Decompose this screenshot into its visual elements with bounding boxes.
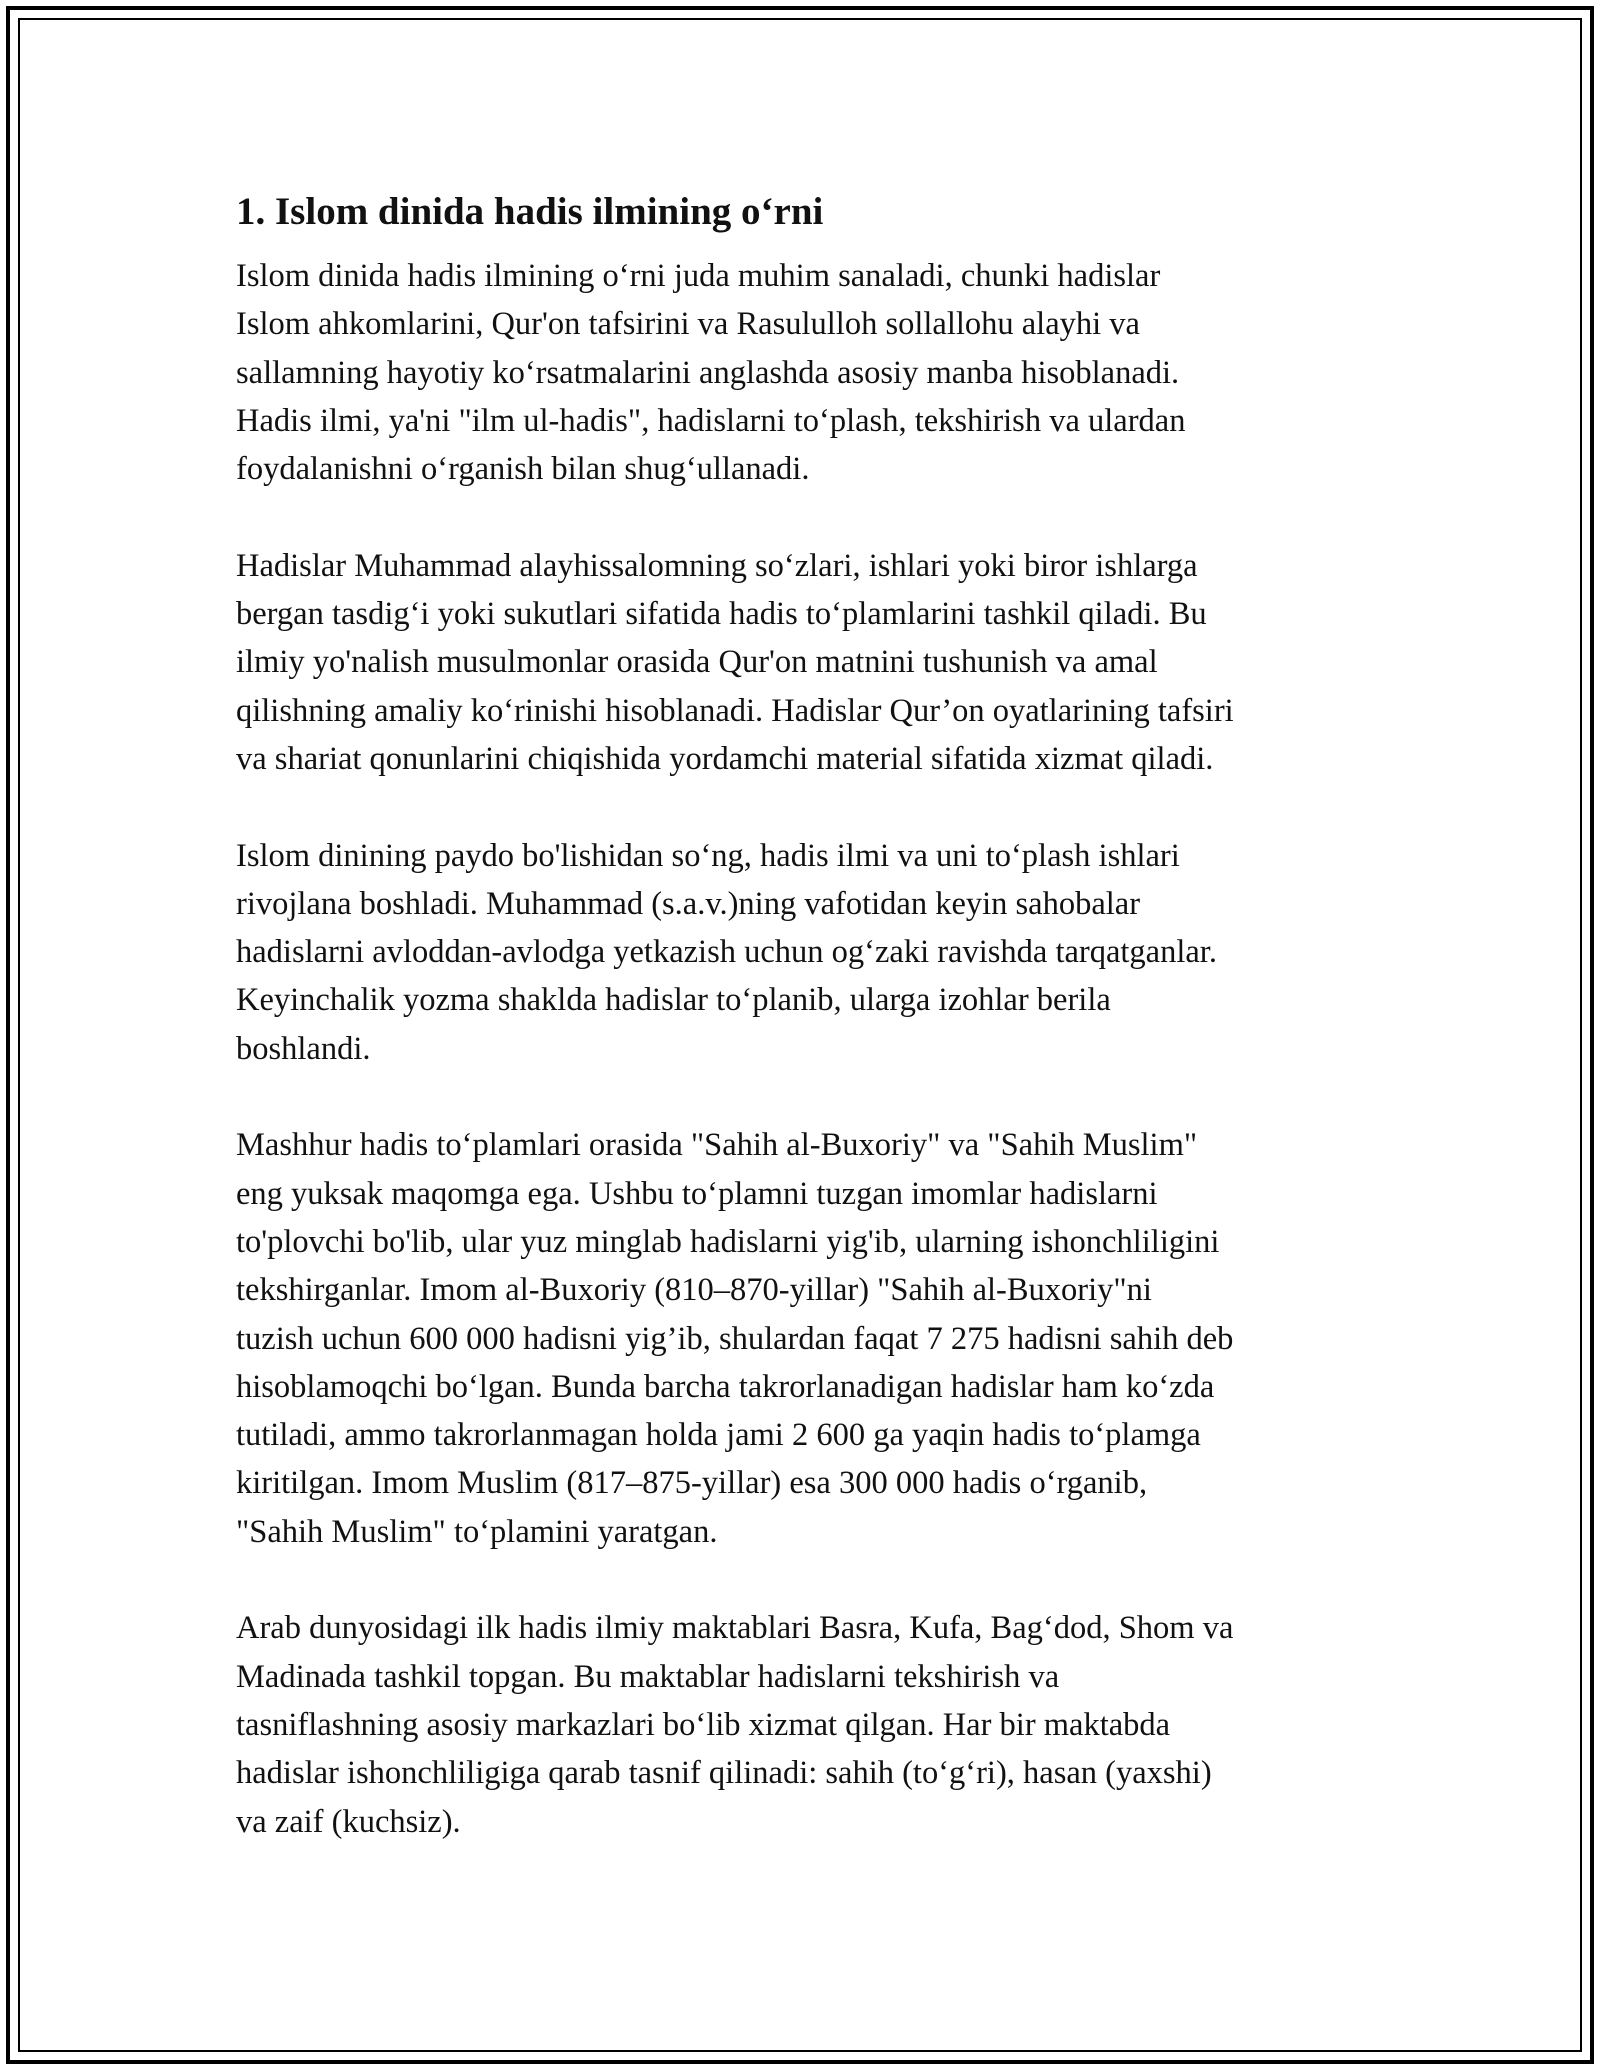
paragraph-3: Islom dinining paydo bo'lishidan so‘ng, hadis ilmi va uni to‘plash ishlari rivojlana boshladi. Muhammad (s.a.v.)ning vafotidan keyin sahobalar hadislarni avloddan-avlodga yetkazish uchun og‘zaki ravishda tarqatganlar. Keyinchalik yozma shaklda hadislar to‘planib, ularga izohlar berila boshlandi.	[236, 837, 1217, 1067]
paragraph-2: Hadislar Muhammad alayhissalomning so‘zlari, ishlari yoki biror ishlarga bergan tasdig‘i yoki sukutlari sifatida hadis to‘plamlarini tashkil qiladi. Bu ilmiy yo'nalish musulmonlar orasida Qur'on matnini tushunish va amal qilishning amaliy ko‘rinishi hisoblanadi. Hadislar Qur’on oyatlarining tafsiri va shariat qonunlarini chiqishida yordamchi material sifatida xizmat qiladi.	[236, 547, 1234, 777]
paragraph-5: Arab dunyosidagi ilk hadis ilmiy maktablari Basra, Kufa, Bag‘dod, Shom va Madinada tashkil topgan. Bu maktablar hadislarni tekshirish va tasniflashning asosiy markazlari bo‘lib xizmat qilgan. Har bir maktabda hadislar ishonchliligiga qarab tasnif qilinadi: sahih (to‘g‘ri), hasan (yaxshi) va zaif (kuchsiz).	[236, 1610, 1234, 1840]
paragraph-1: Islom dinida hadis ilmining o‘rni juda muhim sanaladi, chunki hadislar Islom ahkomlarini, Qur'on tafsirini va Rasululloh sollallohu alayhi va sallamning hayotiy ko‘rsatmalarini anglashda asosiy manba hisoblanadi. Hadis ilmi, ya'ni "ilm ul-hadis", hadislarni to‘plash, tekshirish va ulardan foydalanishni o‘rganish bilan shug‘ullanadi.	[236, 258, 1186, 488]
paragraph-4: Mashhur hadis to‘plamlari orasida "Sahih al-Buxoriy" va "Sahih Muslim" eng yuksak maqomga ega. Ushbu to‘plamni tuzgan imomlar hadislarni to'plovchi bo'lib, ular yuz minglab hadislarni yig'ib, ularning ishonchliligini tekshirganlar. Imom al-Buxoriy (810–870-yillar) "Sahih al-Buxoriy"ni tuzish uchun 600 000 hadisni yig’ib, shulardan faqat 7 275 hadisni sahih deb hisoblamoqchi bo‘lgan. Bunda barcha takrorlanadigan hadislar ham ko‘zda tutiladi, ammo takrorlanmagan holda jami 2 600 ga yaqin hadis to‘plamga kiritilgan. Imom Muslim (817–875-yillar) esa 300 000 hadis o‘rganib, "Sahih Muslim" to‘plamini yaratgan.	[236, 1127, 1234, 1550]
section-heading: 1. Islom dinida hadis ilmining o‘rni	[236, 190, 824, 233]
document-body	[236, 186, 1376, 1894]
